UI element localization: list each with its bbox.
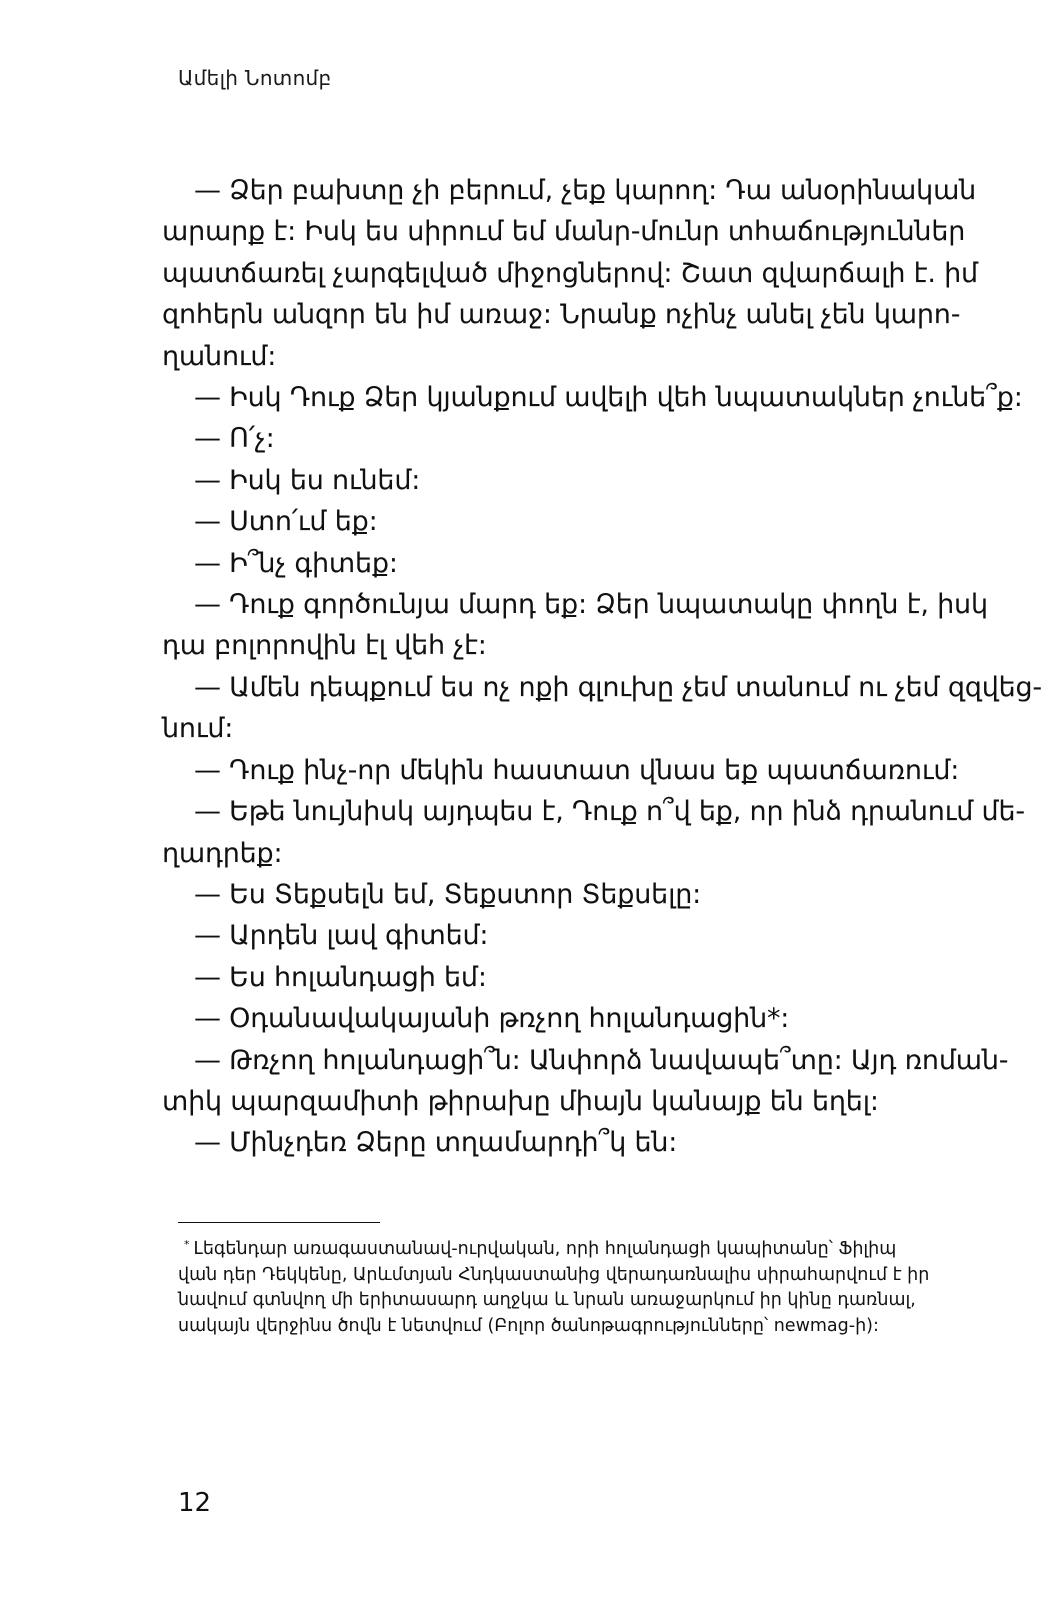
dialogue-paragraph — [178, 874, 950, 915]
text-line: արարք է: Իսկ ես սիրում եմ մանր-մունր տհաճություններ — [162, 216, 966, 248]
dialogue-paragraph — [178, 460, 950, 501]
text-line: տիկ պարզամիտի թիրախը միայն կանայք են եղել: — [162, 1085, 879, 1117]
text-line: պատճառել չարգելված միջոցներով: Շատ զվարճալի է. իմ — [162, 257, 978, 289]
text-line: զոհերն անզոր են իմ առաջ: Նրանք ոչինչ անել չեն կարո- — [162, 299, 961, 331]
text-line: — Մինչդեռ Ձերը տղամարդի՞կ են: — [194, 1127, 678, 1159]
text-line: — Թռչող հոլանդացի՞ն: Անփորձ նավապե՞տը: Այդ ռոման- — [194, 1044, 1009, 1076]
text-line: ղադրեք: — [162, 837, 283, 869]
page-number: 12 — [178, 1488, 212, 1518]
footnote-divider — [178, 1222, 380, 1223]
footnote-line — [178, 1232, 958, 1263]
text-line: — Իսկ ես ունեմ: — [194, 464, 421, 496]
footnote-line: սակայն վերջինս ծովն է նետվում (Բոլոր ծանոթագրությունները՝ newmag-ի): — [178, 1315, 879, 1336]
footnote-marker: * — [184, 1238, 190, 1251]
dialogue-paragraph — [178, 543, 950, 584]
dialogue-paragraph — [178, 998, 950, 1039]
text-line: — Արդեն լավ գիտեմ: — [194, 920, 489, 952]
dialogue-paragraph — [162, 170, 978, 377]
text-line: — Ես Տեքսելն եմ, Տեքստոր Տեքսելը: — [194, 878, 702, 910]
footnote-line: վան դեր Դեկկենը, Արևմտյան Հնդկաստանից վերադառնալիս սիրահարվում է իր — [178, 1264, 930, 1285]
text-line: — Իսկ Դուք Ձեր կյանքում ավելի վեհ նպատակներ չունե՞ք: — [194, 382, 1023, 414]
dialogue-paragraph — [162, 584, 988, 667]
dialogue-paragraph — [178, 750, 960, 791]
running-head: Ամելի Նոտոմբ — [178, 66, 332, 90]
text-line: — Դուք գործունյա մարդ եք: Ձեր նպատակը փողն է, իսկ — [194, 589, 988, 621]
dialogue-paragraph — [162, 667, 1042, 750]
footnote — [178, 1232, 958, 1339]
body-text — [162, 170, 1042, 1164]
dialogue-paragraph — [178, 418, 950, 459]
dialogue-paragraph — [178, 1122, 950, 1163]
footnote-text: Լեգենդար առագաստանավ-ուրվական, որի հոլանդացի կապիտանը՝ Ֆիլիպ — [193, 1239, 897, 1259]
text-line: — Օդանավակայանի թռչող հոլանդացին*: — [194, 1003, 790, 1035]
dialogue-paragraph — [162, 1040, 1009, 1123]
footnote-line: նավում գտնվող մի երիտասարդ աղջկա և նրան առաջարկում իր կինը դառնալ, — [178, 1290, 916, 1310]
dialogue-paragraph — [178, 957, 950, 998]
text-line: — Ի՞նչ գիտեք: — [194, 547, 398, 579]
text-line: — Ձեր բախտը չի բերում, չեք կարող: Դա անօրինական — [194, 175, 977, 206]
dialogue-paragraph — [178, 501, 950, 542]
text-line: — Ստո՛ւմ եք: — [194, 506, 378, 538]
text-line: նում: — [162, 713, 234, 745]
text-line: ղանում: — [162, 340, 277, 372]
text-line: — Դուք ինչ-որ մեկին հաստատ վնաս եք պատճառում: — [194, 754, 960, 786]
text-line: — Ո՛չ: — [194, 423, 275, 455]
dialogue-paragraph — [178, 377, 1023, 418]
text-line: — Եթե նույնիսկ այդպես է, Դուք ո՞վ եք, որ ինձ դրանում մե- — [194, 796, 1025, 828]
text-line: — Ես հոլանդացի եմ: — [194, 961, 487, 993]
text-line: — Ամեն դեպքում ես ոչ ոքի գլուխը չեմ տանում ու չեմ զզվեց- — [194, 671, 1042, 703]
text-line: դա բոլորովին էլ վեհ չէ: — [162, 630, 487, 662]
dialogue-paragraph — [162, 791, 1025, 874]
dialogue-paragraph — [178, 915, 950, 956]
